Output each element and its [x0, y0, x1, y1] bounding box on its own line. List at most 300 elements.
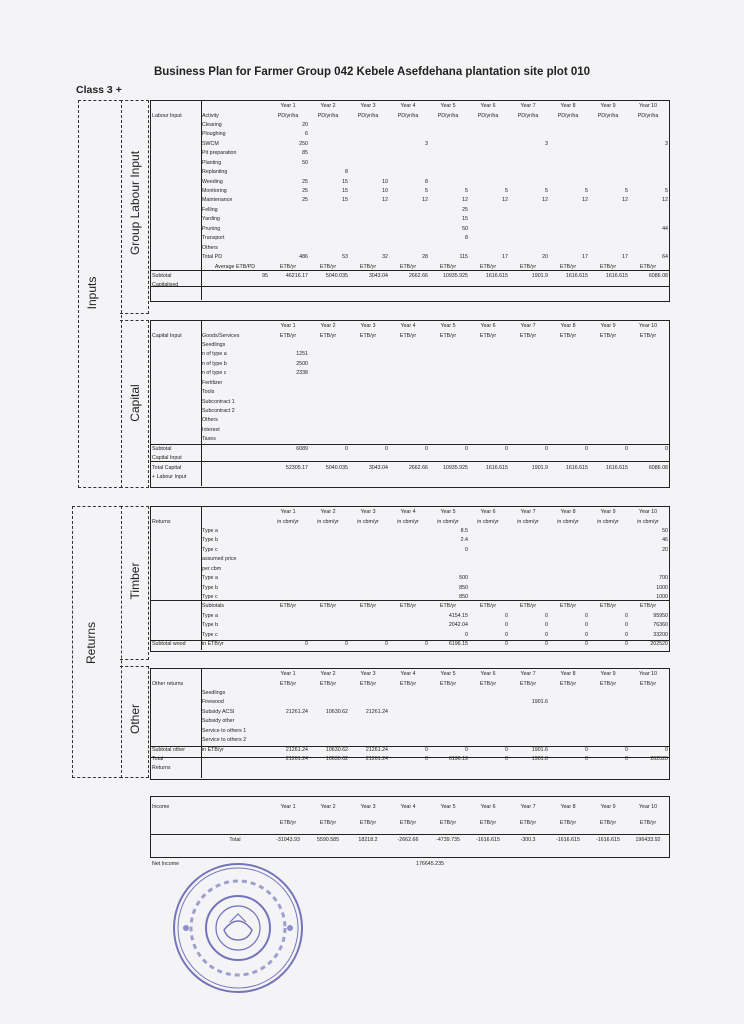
unit-header: ETB/yr: [559, 603, 577, 610]
row-label: Subcontract 1: [202, 398, 235, 405]
total-row: [152, 755, 668, 764]
unit-header: ETB/yr: [359, 332, 377, 339]
value-cell: [508, 593, 548, 602]
unit-header: ETB/yr: [639, 603, 657, 610]
value-cell: [628, 149, 668, 158]
unit-header: PD/yr/ha: [557, 112, 579, 119]
table-cell: [152, 398, 202, 407]
unit-header: ETB/yr: [439, 820, 457, 827]
row-label: Transport: [202, 235, 225, 242]
table-row: [152, 121, 668, 130]
value-cell: [308, 565, 348, 574]
value-cell: [588, 388, 628, 397]
value-cell: [508, 121, 548, 130]
table-row: [152, 149, 668, 158]
table-row: [152, 341, 668, 350]
value-cell: 0: [345, 641, 348, 648]
value-cell: [348, 140, 388, 149]
value-cell: [348, 536, 388, 545]
value-cell: [588, 121, 628, 130]
year-header: Year 1: [280, 103, 296, 110]
unit-header: ETB/yr: [519, 680, 537, 687]
value-cell: 12: [582, 197, 588, 204]
value-cell: [428, 350, 468, 359]
value-cell: 850: [459, 594, 468, 600]
value-cell: [548, 140, 588, 149]
row-label: Total: [152, 756, 164, 762]
section-subheader: Activity: [202, 112, 219, 119]
value-cell: [348, 159, 388, 168]
value-cell: 12: [422, 197, 428, 204]
year-header: Year 6: [480, 671, 496, 678]
value-cell: [348, 736, 388, 745]
value-cell: 0: [505, 756, 508, 762]
unit-header: ETB/yr: [359, 603, 377, 610]
value-cell: 32: [382, 254, 388, 261]
value-cell: [308, 140, 348, 149]
row-label: Fertilizer: [202, 379, 223, 386]
value-cell: [628, 727, 668, 736]
year-header: Year 1: [280, 323, 296, 330]
table-row: [152, 536, 668, 545]
value-cell: [388, 698, 428, 707]
table-row: [152, 435, 668, 444]
value-cell: [588, 416, 628, 425]
value-cell: [268, 435, 308, 444]
value-cell: 0: [505, 631, 508, 638]
value-cell: [308, 527, 348, 536]
unit-header: PD/yr/ha: [277, 112, 299, 119]
unit-header: ETB/yr: [599, 332, 617, 339]
value-cell: 25: [302, 197, 308, 204]
value-cell: [388, 565, 428, 574]
value-cell: 21261.24: [285, 708, 308, 715]
value-cell: [548, 416, 588, 425]
value-cell: [508, 584, 548, 593]
value-cell: [268, 717, 308, 726]
year-header: Year 8: [560, 509, 576, 516]
table-row: [152, 215, 668, 224]
value-cell: [348, 225, 388, 234]
value-cell: 0: [505, 622, 508, 629]
value-cell: [508, 225, 548, 234]
value-cell: -300.3: [520, 837, 536, 844]
unit-header: in cbm/yr: [517, 518, 539, 525]
table-row: [152, 689, 668, 698]
year-header: Year 6: [480, 103, 496, 110]
table-row: [152, 612, 668, 621]
table-cell: [152, 379, 202, 388]
value-cell: [548, 546, 588, 555]
year-header: Year 4: [400, 671, 416, 678]
value-cell: [628, 565, 668, 574]
table-cell: [152, 832, 202, 850]
value-cell: [508, 426, 548, 435]
unit-header: ETB/yr: [479, 680, 497, 687]
value-cell: [628, 168, 668, 177]
value-cell: [308, 612, 348, 621]
value-cell: [508, 555, 548, 564]
row-label: Others: [202, 244, 218, 251]
row-label: n of type b: [202, 360, 227, 367]
value-cell: 12: [622, 197, 628, 204]
value-cell: 1901.6: [531, 756, 548, 762]
value-cell: 10630.62: [325, 708, 348, 715]
value-cell: [428, 555, 468, 564]
year-header: Year 6: [480, 804, 496, 811]
unit-header: ETB/yr: [279, 603, 297, 610]
value-cell: [348, 621, 388, 630]
unit-header-row: [152, 816, 668, 832]
table-row: [152, 159, 668, 168]
value-cell: 21261.24: [365, 708, 388, 715]
value-cell: [588, 536, 628, 545]
value-cell: [468, 698, 508, 707]
value-cell: 3: [665, 140, 668, 147]
table-cell: [152, 816, 202, 832]
value-cell: [308, 574, 348, 583]
row-label: Returns: [152, 765, 171, 772]
unit-header: ETB/yr: [319, 332, 337, 339]
year-header: Year 3: [360, 323, 376, 330]
value-cell: [388, 341, 428, 350]
value-cell: [588, 565, 628, 574]
row-label: Interest: [202, 426, 220, 433]
value-cell: [388, 593, 428, 602]
table-row: [152, 350, 668, 359]
value-cell: [588, 244, 628, 253]
value-cell: [588, 435, 628, 444]
value-cell: 12: [382, 197, 388, 204]
value-cell: [308, 398, 348, 407]
value-cell: [428, 130, 468, 139]
value-cell: [348, 555, 388, 564]
value-cell: [468, 159, 508, 168]
value-cell: [268, 215, 308, 224]
unit-header: in cbm/yr: [397, 518, 419, 525]
value-cell: [468, 727, 508, 736]
value-cell: [308, 555, 348, 564]
value-cell: [268, 546, 308, 555]
value-cell: 52305.17: [285, 464, 308, 471]
value-cell: [628, 689, 668, 698]
value-cell: 0: [505, 641, 508, 648]
year-header: Year 9: [600, 804, 616, 811]
value-cell: [268, 736, 308, 745]
value-cell: -1616.615: [476, 837, 500, 844]
table-row: [152, 244, 668, 253]
value-cell: 20: [542, 254, 548, 261]
unit-header: ETB/yr: [479, 820, 497, 827]
year-header: Year 2: [320, 804, 336, 811]
value-cell: [508, 435, 548, 444]
total-row: [152, 464, 668, 473]
row-label: Subtotal wood: [152, 641, 186, 648]
value-cell: [468, 407, 508, 416]
table-cell: [152, 536, 202, 545]
value-cell: -1616.615: [596, 837, 620, 844]
value-cell: [468, 426, 508, 435]
row-label: Pruning: [202, 225, 221, 232]
value-cell: [428, 140, 468, 149]
value-cell: 0: [625, 445, 628, 452]
value-cell: [588, 215, 628, 224]
value-cell: [388, 631, 428, 640]
value-cell: [468, 350, 508, 359]
table-cell: [152, 407, 202, 416]
table-cell: [152, 584, 202, 593]
value-cell: 46: [662, 537, 668, 544]
table-cell: [152, 178, 202, 187]
unit-header: in cbm/yr: [437, 518, 459, 525]
section-header: Returns: [152, 518, 171, 525]
value-cell: [548, 206, 588, 215]
income-table: [152, 800, 668, 850]
value-cell: 0: [545, 631, 548, 638]
row-label: Type a: [202, 527, 218, 534]
table-row: [152, 130, 668, 139]
row-label: Seedlings: [202, 341, 226, 348]
value-cell: 5040.035: [325, 272, 348, 279]
value-cell: [388, 388, 428, 397]
value-cell: [508, 727, 548, 736]
value-cell: [428, 379, 468, 388]
row-label: Subtotals: [202, 603, 225, 610]
value-cell: [308, 631, 348, 640]
value-cell: [468, 527, 508, 536]
value-cell: 5: [425, 188, 428, 194]
value-cell: 5: [585, 188, 588, 194]
table-cell: [152, 508, 202, 517]
row-label: Maintenance: [202, 197, 233, 204]
value-cell: [428, 341, 468, 350]
value-cell: [428, 717, 468, 726]
value-cell: [468, 388, 508, 397]
value-cell: [468, 215, 508, 224]
table-cell: [152, 322, 202, 331]
value-cell: [308, 369, 348, 378]
value-cell: 0: [345, 445, 348, 452]
avg-label: Average ETB/PD: [214, 263, 256, 270]
value-cell: [388, 130, 428, 139]
year-header: Year 8: [560, 103, 576, 110]
value-cell: [268, 689, 308, 698]
table-row: [152, 360, 668, 369]
value-cell: [588, 689, 628, 698]
value-cell: [468, 736, 508, 745]
inputs-label: Inputs: [85, 276, 99, 310]
value-cell: [548, 149, 588, 158]
value-cell: [548, 527, 588, 536]
value-cell: 6: [305, 131, 308, 138]
value-cell: [388, 736, 428, 745]
value-cell: [588, 527, 628, 536]
value-cell: [588, 546, 628, 555]
value-cell: [308, 121, 348, 130]
class-label: Class 3 +: [76, 84, 122, 96]
value-cell: 46216.17: [285, 272, 308, 279]
value-cell: [548, 698, 588, 707]
value-cell: [428, 149, 468, 158]
value-cell: [308, 350, 348, 359]
value-cell: [508, 341, 548, 350]
value-cell: 0: [585, 631, 588, 638]
value-cell: [508, 574, 548, 583]
year-header: Year 2: [320, 103, 336, 110]
value-cell: [628, 435, 668, 444]
row-label: Ploughing: [202, 131, 226, 138]
unit-header: in cbm/yr: [557, 518, 579, 525]
table-cell: [152, 140, 202, 149]
unit-header: ETB/yr: [559, 820, 577, 827]
unit-header: ETB/yr: [399, 263, 417, 270]
unit-header: in cbm/yr: [637, 518, 659, 525]
table-cell: [152, 593, 202, 602]
value-cell: [468, 555, 508, 564]
table-cell: [152, 121, 202, 130]
value-cell: [428, 168, 468, 177]
net-income-label: Net Income: [152, 861, 180, 867]
row-label: Pit preparation: [202, 150, 237, 157]
value-cell: [308, 426, 348, 435]
unit-header: ETB/yr: [519, 820, 537, 827]
value-cell: [388, 527, 428, 536]
value-cell: 700: [659, 575, 668, 582]
official-stamp-icon: [168, 858, 308, 998]
value-cell: [548, 435, 588, 444]
value-cell: [428, 736, 468, 745]
value-cell: [508, 130, 548, 139]
row-label: Others: [202, 417, 218, 424]
value-cell: [508, 215, 548, 224]
value-cell: [268, 593, 308, 602]
value-cell: 1616.615: [605, 464, 628, 471]
value-cell: [468, 398, 508, 407]
section-header: Income: [152, 804, 170, 811]
value-cell: 6089: [296, 445, 308, 452]
unit-header-row: [152, 111, 668, 120]
value-cell: [428, 426, 468, 435]
value-cell: 3: [545, 140, 548, 147]
unit-header: PD/yr/ha: [437, 112, 459, 119]
value-cell: 3: [425, 140, 428, 147]
row-label: Subtotal other: [152, 746, 185, 753]
value-cell: [348, 121, 388, 130]
unit-header: ETB/yr: [599, 680, 617, 687]
value-cell: [548, 689, 588, 698]
income-total-row: [152, 832, 668, 850]
value-cell: 2500: [296, 360, 308, 367]
unit-header: ETB/yr: [439, 603, 457, 610]
value-cell: [388, 369, 428, 378]
table-cell: [152, 736, 202, 745]
table-row: [152, 253, 668, 262]
value-cell: [348, 350, 388, 359]
value-cell: [308, 727, 348, 736]
table-cell: [152, 612, 202, 621]
unit-header: PD/yr/ha: [637, 112, 659, 119]
value-cell: 0: [385, 445, 388, 452]
value-cell: [308, 689, 348, 698]
value-cell: 0: [625, 622, 628, 629]
unit-header: ETB/yr: [639, 332, 657, 339]
table-cell: [152, 416, 202, 425]
unit-header: ETB/yr: [439, 680, 457, 687]
value-cell: [508, 379, 548, 388]
value-cell: 15: [342, 178, 348, 185]
value-cell: 2662.66: [408, 272, 428, 279]
unit-header: ETB/yr: [279, 820, 297, 827]
value-cell: 64: [662, 254, 668, 261]
row-label: Subtotal: [152, 272, 172, 279]
value-cell: [468, 593, 508, 602]
value-cell: 0: [585, 641, 588, 648]
value-cell: 10935.925: [442, 464, 468, 471]
value-cell: 0: [385, 641, 388, 648]
row-label: n of type a: [202, 351, 227, 358]
value-cell: [308, 149, 348, 158]
value-cell: [468, 140, 508, 149]
row-label: Capitalised: [152, 282, 179, 289]
year-header: Year 6: [480, 323, 496, 330]
value-cell: [348, 565, 388, 574]
value-cell: 1901.9: [531, 272, 548, 279]
value-cell: [588, 717, 628, 726]
row-label: n of type c: [202, 370, 227, 377]
value-cell: [388, 159, 428, 168]
value-cell: [508, 234, 548, 243]
year-header-row: [152, 322, 668, 331]
table-cell: [152, 602, 202, 611]
unit-header: in cbm/yr: [277, 518, 299, 525]
value-cell: [388, 536, 428, 545]
value-cell: [388, 435, 428, 444]
row-label: assumed price: [202, 556, 237, 563]
unit-header: PD/yr/ha: [477, 112, 499, 119]
value-cell: [468, 149, 508, 158]
value-cell: 33200: [653, 631, 668, 638]
value-cell: [268, 234, 308, 243]
unit-header: ETB/yr: [519, 332, 537, 339]
year-header: Year 1: [280, 671, 296, 678]
value-cell: [628, 350, 668, 359]
value-cell: 1901.6: [531, 746, 548, 753]
labour-table: [152, 102, 668, 291]
value-cell: [588, 159, 628, 168]
value-cell: 196433.92: [635, 837, 661, 844]
value-cell: [388, 350, 428, 359]
unit-header: ETB/yr: [519, 263, 537, 270]
value-cell: [388, 360, 428, 369]
value-cell: [548, 717, 588, 726]
value-cell: 15: [462, 216, 468, 223]
value-cell: [468, 546, 508, 555]
year-header-row: [152, 800, 668, 816]
value-cell: [428, 727, 468, 736]
value-cell: [548, 215, 588, 224]
value-cell: [388, 717, 428, 726]
value-cell: [468, 178, 508, 187]
table-cell: [202, 102, 268, 111]
value-cell: 44: [662, 225, 668, 232]
year-header: Year 6: [480, 509, 496, 516]
unit-header: ETB/yr: [319, 603, 337, 610]
table-cell: [152, 546, 202, 555]
value-cell: [508, 398, 548, 407]
table-cell: [152, 670, 202, 679]
value-cell: [348, 574, 388, 583]
value-cell: 0: [585, 445, 588, 452]
